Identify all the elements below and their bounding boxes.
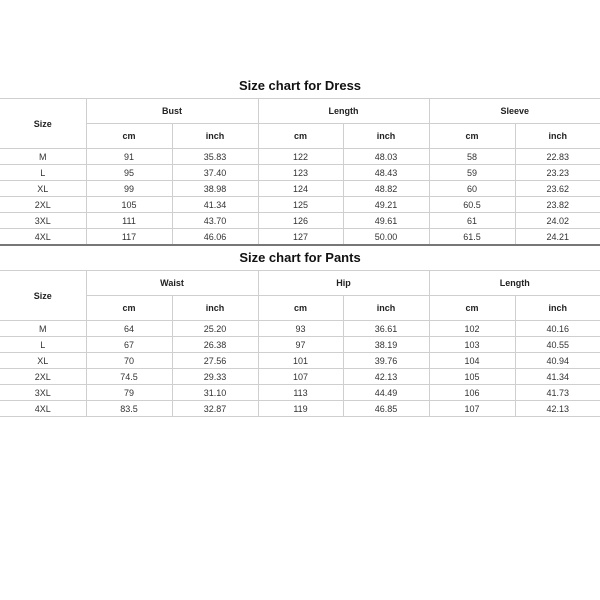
size-label-cell: 3XL (0, 213, 86, 229)
measurement-cell: 44.49 (343, 385, 429, 401)
measurement-cell: 102 (429, 321, 515, 337)
size-label-cell: 4XL (0, 401, 86, 417)
unit-header: cm (258, 124, 343, 149)
bust-header: Bust (86, 99, 258, 124)
measurement-cell: 35.83 (172, 149, 258, 165)
measurement-cell: 42.13 (343, 369, 429, 385)
size-label-cell: 2XL (0, 197, 86, 213)
size-column-header: Size (0, 99, 86, 149)
measurement-cell: 67 (86, 337, 172, 353)
measurement-cell: 91 (86, 149, 172, 165)
unit-header: inch (515, 296, 600, 321)
measurement-cell: 119 (258, 401, 343, 417)
table-row (0, 337, 600, 353)
measurement-cell: 29.33 (172, 369, 258, 385)
measurement-cell: 49.61 (343, 213, 429, 229)
measurement-cell: 24.21 (515, 229, 600, 246)
measurement-cell: 31.10 (172, 385, 258, 401)
measurement-cell: 40.94 (515, 353, 600, 369)
pants-table-body (0, 321, 600, 417)
measurement-cell: 79 (86, 385, 172, 401)
measurement-cell: 60 (429, 181, 515, 197)
measurement-cell: 105 (86, 197, 172, 213)
measurement-cell: 105 (429, 369, 515, 385)
measurement-cell: 43.70 (172, 213, 258, 229)
measurement-cell: 123 (258, 165, 343, 181)
size-label-cell: XL (0, 181, 86, 197)
unit-header: cm (429, 296, 515, 321)
size-label-cell: M (0, 321, 86, 337)
measurement-cell: 23.82 (515, 197, 600, 213)
measurement-cell: 37.40 (172, 165, 258, 181)
measurement-cell: 83.5 (86, 401, 172, 417)
unit-header: inch (343, 296, 429, 321)
measurement-cell: 70 (86, 353, 172, 369)
pants-chart-title: Size chart for Pants (239, 250, 361, 265)
measurement-cell: 126 (258, 213, 343, 229)
table-row (0, 353, 600, 369)
measurement-cell: 48.43 (343, 165, 429, 181)
size-label-cell: 2XL (0, 369, 86, 385)
waist-header: Waist (86, 271, 258, 296)
measurement-cell: 106 (429, 385, 515, 401)
size-label-cell: XL (0, 353, 86, 369)
measurement-cell: 125 (258, 197, 343, 213)
measurement-cell: 61 (429, 213, 515, 229)
measurement-cell: 127 (258, 229, 343, 246)
measurement-cell: 38.98 (172, 181, 258, 197)
measurement-cell: 48.82 (343, 181, 429, 197)
measurement-cell: 40.16 (515, 321, 600, 337)
measurement-cell: 101 (258, 353, 343, 369)
measurement-cell: 50.00 (343, 229, 429, 246)
table-row (0, 149, 600, 165)
measurement-cell: 32.87 (172, 401, 258, 417)
length-header: Length (258, 99, 429, 124)
measurement-cell: 22.83 (515, 149, 600, 165)
measurement-cell: 46.85 (343, 401, 429, 417)
table-row (0, 229, 600, 246)
unit-header: inch (343, 124, 429, 149)
unit-header: inch (172, 124, 258, 149)
table-row (0, 213, 600, 229)
dress-table-body (0, 149, 600, 246)
measurement-cell: 124 (258, 181, 343, 197)
sleeve-header: Sleeve (429, 99, 600, 124)
measurement-cell: 60.5 (429, 197, 515, 213)
table-row (0, 385, 600, 401)
size-column-header: Size (0, 271, 86, 321)
measurement-cell: 74.5 (86, 369, 172, 385)
measurement-cell: 97 (258, 337, 343, 353)
unit-header: inch (515, 124, 600, 149)
hip-header: Hip (258, 271, 429, 296)
measurement-cell: 64 (86, 321, 172, 337)
unit-header: cm (86, 296, 172, 321)
measurement-cell: 122 (258, 149, 343, 165)
measurement-cell: 23.62 (515, 181, 600, 197)
measurement-cell: 107 (429, 401, 515, 417)
measurement-cell: 46.06 (172, 229, 258, 246)
measurement-cell: 48.03 (343, 149, 429, 165)
length-header: Length (429, 271, 600, 296)
unit-header: cm (429, 124, 515, 149)
unit-header: cm (258, 296, 343, 321)
unit-header: inch (172, 296, 258, 321)
measurement-cell: 24.02 (515, 213, 600, 229)
size-label-cell: L (0, 337, 86, 353)
table-row (0, 321, 600, 337)
dress-size-table (0, 98, 600, 246)
measurement-cell: 93 (258, 321, 343, 337)
size-label-cell: L (0, 165, 86, 181)
pants-size-table (0, 270, 600, 417)
measurement-cell: 117 (86, 229, 172, 246)
measurement-cell: 49.21 (343, 197, 429, 213)
measurement-cell: 41.73 (515, 385, 600, 401)
measurement-cell: 36.61 (343, 321, 429, 337)
measurement-cell: 41.34 (515, 369, 600, 385)
table-row (0, 165, 600, 181)
size-label-cell: 3XL (0, 385, 86, 401)
measurement-cell: 113 (258, 385, 343, 401)
measurement-cell: 103 (429, 337, 515, 353)
measurement-cell: 95 (86, 165, 172, 181)
table-row (0, 197, 600, 213)
table-row (0, 181, 600, 197)
measurement-cell: 42.13 (515, 401, 600, 417)
table-row (0, 369, 600, 385)
measurement-cell: 99 (86, 181, 172, 197)
measurement-cell: 59 (429, 165, 515, 181)
measurement-cell: 61.5 (429, 229, 515, 246)
measurement-cell: 26.38 (172, 337, 258, 353)
dress-chart-title: Size chart for Dress (238, 78, 362, 93)
measurement-cell: 58 (429, 149, 515, 165)
measurement-cell: 27.56 (172, 353, 258, 369)
measurement-cell: 107 (258, 369, 343, 385)
size-label-cell: M (0, 149, 86, 165)
measurement-cell: 111 (86, 213, 172, 229)
measurement-cell: 39.76 (343, 353, 429, 369)
measurement-cell: 25.20 (172, 321, 258, 337)
measurement-cell: 104 (429, 353, 515, 369)
size-label-cell: 4XL (0, 229, 86, 246)
measurement-cell: 23.23 (515, 165, 600, 181)
measurement-cell: 41.34 (172, 197, 258, 213)
unit-header: cm (86, 124, 172, 149)
measurement-cell: 38.19 (343, 337, 429, 353)
measurement-cell: 40.55 (515, 337, 600, 353)
table-row (0, 401, 600, 417)
